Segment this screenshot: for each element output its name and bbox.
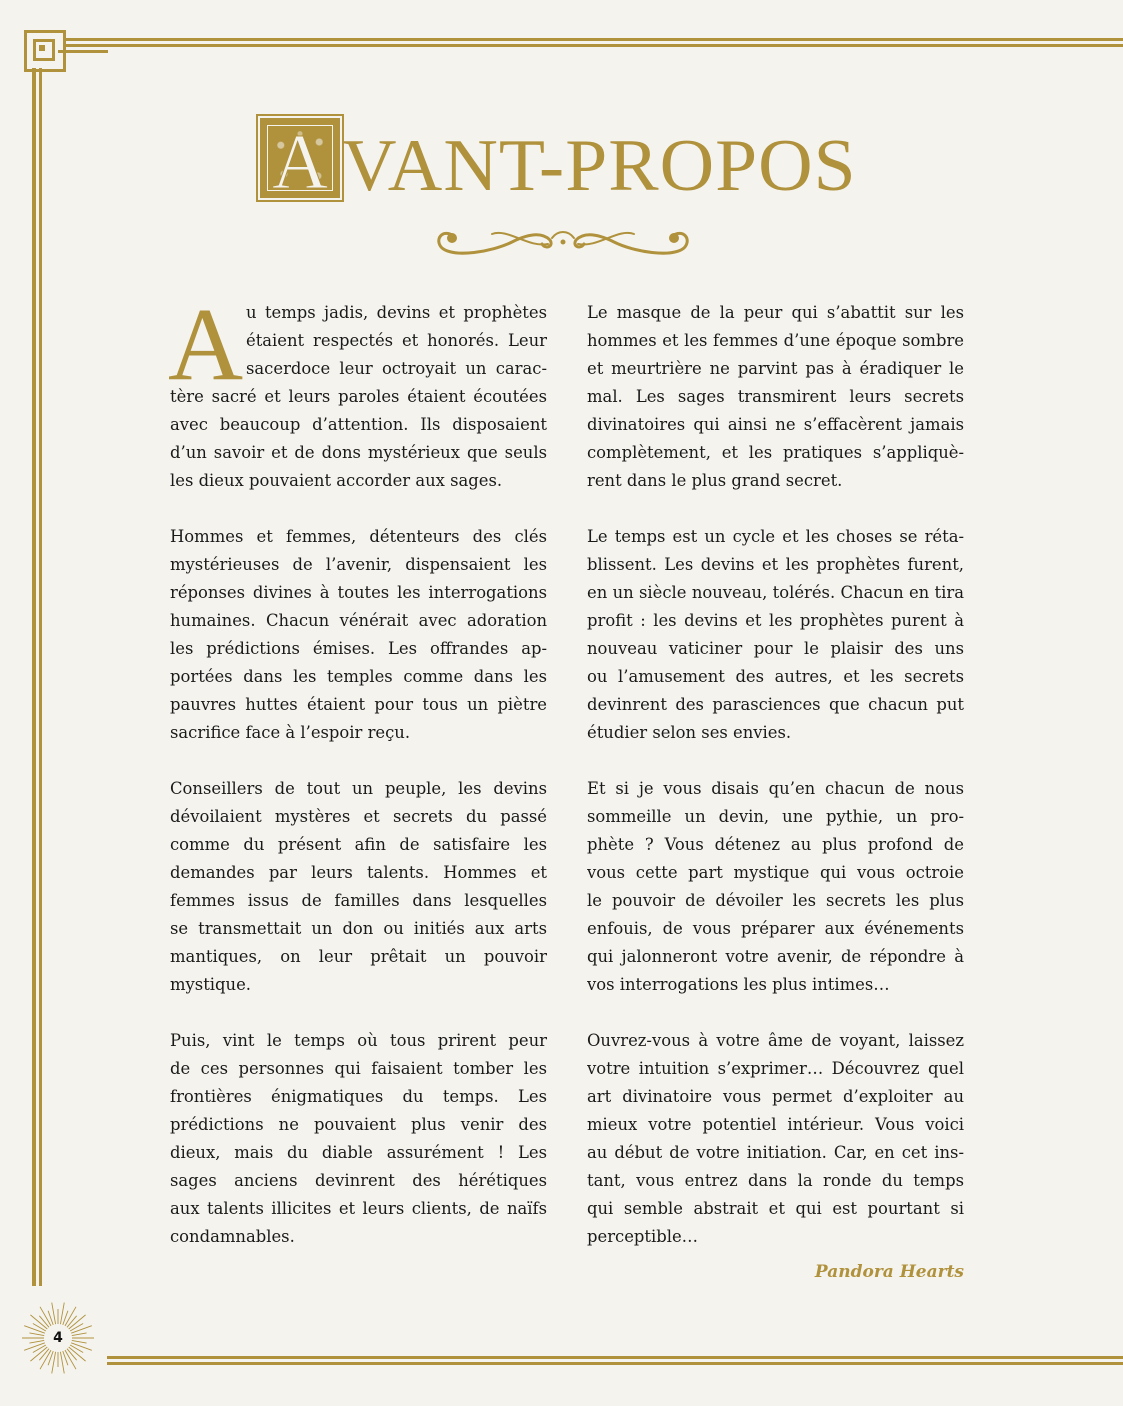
text-line: portées dans les temples comme dans les [170,667,547,686]
text-line: perceptible… [587,1227,699,1246]
text-line: pauvres huttes étaient pour tous un piètre [170,695,547,714]
text-line: vos interrogations les plus intimes… [587,975,890,994]
text-line: étaient respectés et honorés. Leur [246,331,547,350]
flourish-ornament-icon [432,222,694,262]
right-column [587,299,964,1279]
text-line: Conseillers de tout un peuple, les devins [170,779,547,798]
text-line: blissent. Les devins et les prophètes furent, [587,555,964,574]
text-line: devinrent des parasciences que chacun put [587,695,964,714]
text-line: ou l’amusement des autres, et les secrets [587,667,964,686]
text-line: en un siècle nouveau, tolérés. Chacun en tira [587,583,964,602]
text-line: qui semble abstrait et qui est pourtant si [587,1199,964,1218]
text-line: mieux votre potentiel intérieur. Vous voici [587,1115,964,1134]
text-line: comme du présent afin de satisfaire les [170,835,547,854]
left-border-line-2 [39,68,42,1286]
title-text: VANT-PROPOS [342,125,857,207]
author-signature: Pandora Hearts [814,1262,964,1282]
paragraph [170,1027,547,1251]
top-border-line-2 [64,44,1123,47]
text-line: sommeille un devin, une pythie, un pro- [587,807,964,826]
top-border-line-1 [64,38,1123,41]
text-line: et meurtrière ne parvint pas à éradiquer le [587,359,964,378]
text-line: de ces personnes qui faisaient tomber les [170,1059,547,1078]
page-number: 4 [53,1330,63,1346]
text-line: divinatoires qui ainsi ne s’effacèrent jamais [587,415,964,434]
text-line: qui jalonneront votre avenir, de répondre à [587,947,964,966]
paragraph [587,523,964,747]
text-line: les dieux pouvaient accorder aux sages. [170,471,503,490]
text-line: sacerdoce leur octroyait un carac- [246,359,547,378]
text-line: complètement, et les pratiques s’appliquè- [587,443,964,462]
text-line: sacrifice face à l’espoir reçu. [170,723,411,742]
text-line: humaines. Chacun vénérait avec adoration [170,611,547,630]
text-line: profit : les devins et les prophètes purent à [587,611,964,630]
text-line: étudier selon ses envies. [587,723,792,742]
text-line: Hommes et femmes, détenteurs des clés [170,527,547,546]
text-line: mystique. [170,975,252,994]
text-line: mal. Les sages transmirent leurs secrets [587,387,964,406]
paragraph [587,775,964,999]
paragraph [170,523,547,747]
text-line: tère sacré et leurs paroles étaient écoutées [170,387,547,406]
text-line: vous cette part mystique qui vous octroie [587,863,964,882]
text-line: mantiques, on leur prêtait un pouvoir [170,947,547,966]
text-line: tant, vous entrez dans la ronde du temps [587,1171,964,1190]
left-column [168,287,547,1279]
text-line: Ouvrez-vous à votre âme de voyant, laissez [587,1031,964,1050]
corner-ornament-icon [24,30,66,72]
bottom-border-line-1 [107,1356,1123,1359]
text-line: réponses divines à toutes les interrogations [170,583,547,602]
paragraph [170,775,547,999]
text-line: au début de votre initiation. Car, en cet ins- [587,1143,964,1162]
page-number-badge [20,1300,96,1376]
text-line: se transmettait un don ou initiés aux arts [170,919,547,938]
text-line: Le temps est un cycle et les choses se réta- [587,527,964,546]
text-line: nouveau vaticiner pour le plaisir des uns [587,639,964,658]
page-title [260,116,857,207]
left-border-line-1 [32,68,36,1286]
text-line: dévoilaient mystères et secrets du passé [170,807,547,826]
text-line: mystérieuses de l’avenir, dispensaient les [170,555,547,574]
text-line: art divinatoire vous permet d’exploiter au [587,1087,964,1106]
drop-cap: A [168,287,244,402]
text-line: prédictions ne pouvaient plus venir des [170,1115,547,1134]
text-line: femmes issus de familles dans lesquelles [170,891,547,910]
illuminated-initial [260,118,340,205]
text-line: avec beaucoup d’attention. Ils disposaient [170,415,547,434]
text-line: enfouis, de vous préparer aux événements [587,919,964,938]
text-line: rent dans le plus grand secret. [587,471,843,490]
text-line: demandes par leurs talents. Hommes et [170,863,547,882]
illuminated-initial-letter: A [271,118,329,205]
text-line: u temps jadis, devins et prophètes [246,303,547,322]
text-line: votre intuition s’exprimer… Découvrez quel [587,1059,964,1078]
text-line: sages anciens devinrent des hérétiques [170,1171,547,1190]
paragraph [587,1027,964,1251]
text-line: hommes et les femmes d’une époque sombre [587,331,964,350]
bottom-border-line-2 [107,1362,1123,1365]
text-line: le pouvoir de dévoiler les secrets les plus [587,891,964,910]
text-line: phète ? Vous détenez au plus profond de [587,835,964,854]
text-line: frontières énigmatiques du temps. Les [170,1087,547,1106]
text-line: les prédictions émises. Les offrandes ap- [170,639,547,658]
paragraph [587,299,964,495]
text-line: Et si je vous disais qu’en chacun de nous [587,779,964,798]
text-line: condamnables. [170,1227,295,1246]
text-line: dieux, mais du diable assurément ! Les [170,1143,547,1162]
text-line: Le masque de la peur qui s’abattit sur les [587,303,964,322]
text-line: d’un savoir et de dons mystérieux que seuls [170,443,547,462]
text-line: Puis, vint le temps où tous prirent peur [170,1031,547,1050]
text-line: aux talents illicites et leurs clients, de naïfs [170,1199,547,1218]
